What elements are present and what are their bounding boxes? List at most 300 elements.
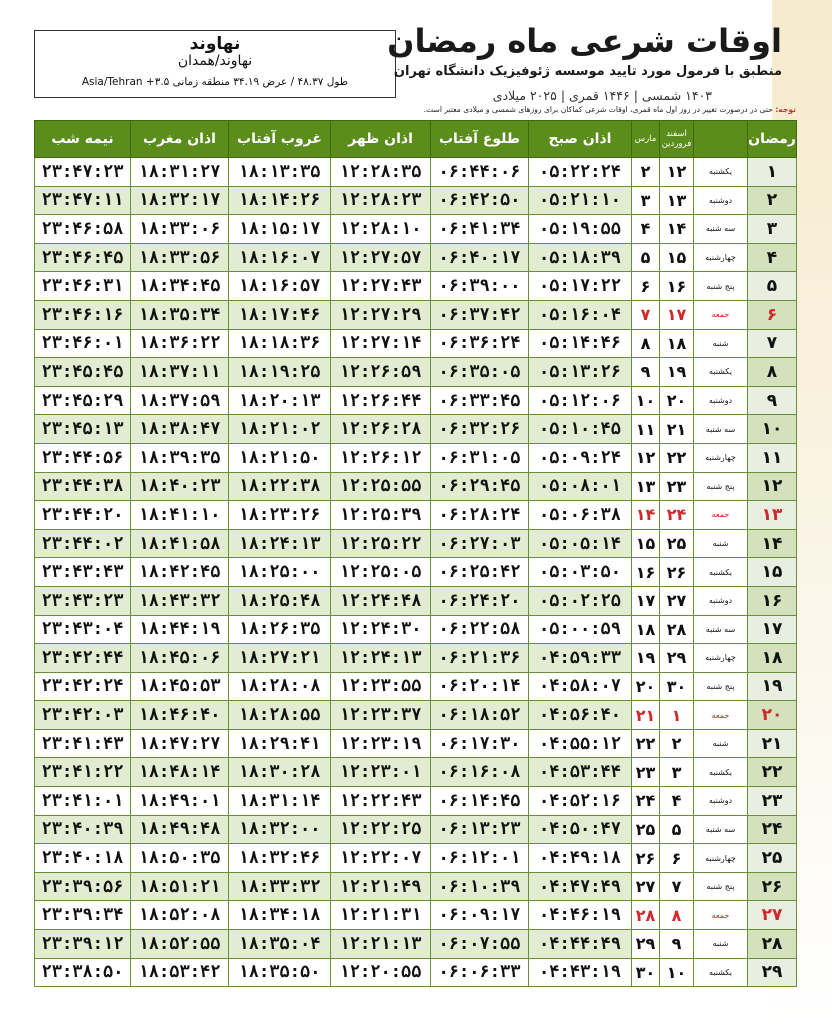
maghrib-time: ۱۸:۵۲:۰۸	[131, 901, 229, 930]
sunrise-time: ۰۶:۳۳:۴۵	[431, 386, 529, 415]
shamsi-day: ۸	[660, 901, 694, 930]
sunset-time: ۱۸:۳۵:۵۰	[229, 958, 331, 987]
ramadan-day: ۱۴	[748, 529, 797, 558]
fajr-time: ۰۵:۰۳:۵۰	[529, 558, 632, 587]
fajr-time: ۰۵:۰۹:۲۴	[529, 443, 632, 472]
sunset-time: ۱۸:۱۶:۵۷	[229, 272, 331, 301]
coordinates: طول ۴۸.۳۷ / عرض ۳۴.۱۹ منطقه زمانی Asia/Tehran +۳.۵	[81, 76, 349, 88]
table-row	[35, 615, 797, 644]
march-day: ۱۹	[632, 644, 660, 673]
sunset-time: ۱۸:۱۵:۱۷	[229, 215, 331, 244]
ramadan-day: ۹	[748, 386, 797, 415]
sunset-time: ۱۸:۳۱:۱۴	[229, 787, 331, 816]
prayer-times-table	[34, 120, 797, 987]
sunset-time: ۱۸:۲۱:۰۲	[229, 415, 331, 444]
weekday: شنبه	[694, 529, 748, 558]
maghrib-time: ۱۸:۵۲:۵۵	[131, 930, 229, 959]
march-day: ۹	[632, 358, 660, 387]
fajr-time: ۰۴:۵۹:۳۳	[529, 644, 632, 673]
sunrise-time: ۰۶:۲۵:۴۲	[431, 558, 529, 587]
table-row	[35, 586, 797, 615]
dhuhr-time: ۱۲:۲۲:۴۳	[331, 787, 431, 816]
shamsi-day: ۲۴	[660, 501, 694, 530]
dhuhr-time: ۱۲:۲۱:۳۱	[331, 901, 431, 930]
table-row	[35, 300, 797, 329]
dhuhr-time: ۱۲:۲۸:۲۳	[331, 186, 431, 215]
maghrib-time: ۱۸:۳۳:۵۶	[131, 243, 229, 272]
sunrise-time: ۰۶:۰۹:۱۷	[431, 901, 529, 930]
dhuhr-time: ۱۲:۲۷:۱۴	[331, 329, 431, 358]
dhuhr-time: ۱۲:۲۷:۵۷	[331, 243, 431, 272]
table-row	[35, 787, 797, 816]
maghrib-time: ۱۸:۴۰:۲۳	[131, 472, 229, 501]
weekday: شنبه	[694, 729, 748, 758]
ramadan-day: ۱۰	[748, 415, 797, 444]
table-row	[35, 501, 797, 530]
table-row	[35, 644, 797, 673]
shamsi-day: ۱۳	[660, 186, 694, 215]
maghrib-time: ۱۸:۴۵:۰۶	[131, 644, 229, 673]
table-row	[35, 186, 797, 215]
table-row	[35, 158, 797, 187]
maghrib-time: ۱۸:۴۴:۱۹	[131, 615, 229, 644]
fajr-time: ۰۵:۰۶:۳۸	[529, 501, 632, 530]
weekday: دوشنبه	[694, 787, 748, 816]
march-day: ۲۲	[632, 729, 660, 758]
weekday: شنبه	[694, 930, 748, 959]
col-ramadan: رمضان	[748, 121, 797, 158]
dhuhr-time: ۱۲:۲۶:۱۲	[331, 443, 431, 472]
table-row	[35, 930, 797, 959]
fajr-time: ۰۴:۵۶:۴۰	[529, 701, 632, 730]
col-fajr: اذان صبح	[529, 121, 632, 158]
sunrise-time: ۰۶:۴۴:۰۶	[431, 158, 529, 187]
midnight-time: ۲۳:۴۴:۲۰	[35, 501, 131, 530]
weekday: دوشنبه	[694, 186, 748, 215]
table-row	[35, 729, 797, 758]
header	[0, 0, 832, 118]
midnight-time: ۲۳:۴۳:۰۴	[35, 615, 131, 644]
march-day: ۲۳	[632, 758, 660, 787]
col-weekday	[694, 121, 748, 158]
maghrib-time: ۱۸:۳۵:۳۴	[131, 300, 229, 329]
midnight-time: ۲۳:۴۴:۳۸	[35, 472, 131, 501]
weekday: سه شنبه	[694, 815, 748, 844]
shamsi-day: ۱۲	[660, 158, 694, 187]
dhuhr-time: ۱۲:۲۵:۳۹	[331, 501, 431, 530]
ramadan-day: ۲۳	[748, 787, 797, 816]
ramadan-day: ۵	[748, 272, 797, 301]
midnight-time: ۲۳:۳۹:۱۲	[35, 930, 131, 959]
table-row	[35, 415, 797, 444]
sunrise-time: ۰۶:۲۱:۳۶	[431, 644, 529, 673]
col-esfand: اسفند	[666, 129, 687, 139]
shamsi-day: ۲	[660, 729, 694, 758]
shamsi-day: ۲۰	[660, 386, 694, 415]
weekday: چهارشنبه	[694, 644, 748, 673]
ramadan-day: ۲۱	[748, 729, 797, 758]
notice	[34, 105, 796, 114]
shamsi-day: ۲۵	[660, 529, 694, 558]
maghrib-time: ۱۸:۳۸:۴۷	[131, 415, 229, 444]
sunset-time: ۱۸:۱۳:۳۵	[229, 158, 331, 187]
sunrise-time: ۰۶:۳۲:۲۶	[431, 415, 529, 444]
midnight-time: ۲۳:۴۶:۱۶	[35, 300, 131, 329]
shamsi-day: ۷	[660, 872, 694, 901]
ramadan-day: ۲۹	[748, 958, 797, 987]
ramadan-day: ۲۰	[748, 701, 797, 730]
march-day: ۱۴	[632, 501, 660, 530]
table-row	[35, 243, 797, 272]
march-day: ۱۰	[632, 386, 660, 415]
dhuhr-time: ۱۲:۲۶:۲۸	[331, 415, 431, 444]
fajr-time: ۰۵:۱۸:۳۹	[529, 243, 632, 272]
midnight-time: ۲۳:۴۵:۴۵	[35, 358, 131, 387]
sunset-time: ۱۸:۲۹:۴۱	[229, 729, 331, 758]
sunset-time: ۱۸:۲۸:۰۸	[229, 672, 331, 701]
weekday: یکشنبه	[694, 158, 748, 187]
march-day: ۱۵	[632, 529, 660, 558]
ramadan-day: ۶	[748, 300, 797, 329]
weekday: جمعه	[694, 300, 748, 329]
maghrib-time: ۱۸:۳۱:۲۷	[131, 158, 229, 187]
march-day: ۲۰	[632, 672, 660, 701]
midnight-time: ۲۳:۴۱:۰۱	[35, 787, 131, 816]
sunset-time: ۱۸:۲۱:۵۰	[229, 443, 331, 472]
march-day: ۲۵	[632, 815, 660, 844]
maghrib-time: ۱۸:۴۱:۱۰	[131, 501, 229, 530]
weekday: پنج شنبه	[694, 472, 748, 501]
sunrise-time: ۰۶:۱۶:۰۸	[431, 758, 529, 787]
dhuhr-time: ۱۲:۲۸:۱۰	[331, 215, 431, 244]
march-day: ۱۳	[632, 472, 660, 501]
sunset-time: ۱۸:۳۰:۲۸	[229, 758, 331, 787]
march-day: ۱۱	[632, 415, 660, 444]
midnight-time: ۲۳:۳۸:۵۰	[35, 958, 131, 987]
table-row	[35, 215, 797, 244]
march-day: ۲۶	[632, 844, 660, 873]
col-farvardin: فروردین	[661, 139, 692, 149]
col-maghrib: اذان مغرب	[131, 121, 229, 158]
midnight-time: ۲۳:۴۷:۲۳	[35, 158, 131, 187]
sunset-time: ۱۸:۳۵:۰۴	[229, 930, 331, 959]
sunrise-time: ۰۶:۱۰:۳۹	[431, 872, 529, 901]
maghrib-time: ۱۸:۴۹:۰۱	[131, 787, 229, 816]
weekday: یکشنبه	[694, 958, 748, 987]
march-day: ۲۷	[632, 872, 660, 901]
fajr-time: ۰۵:۲۲:۲۴	[529, 158, 632, 187]
sunrise-time: ۰۶:۱۸:۵۲	[431, 701, 529, 730]
march-day: ۲	[632, 158, 660, 187]
ramadan-day: ۷	[748, 329, 797, 358]
sunset-time: ۱۸:۳۳:۳۲	[229, 872, 331, 901]
dhuhr-time: ۱۲:۲۵:۵۵	[331, 472, 431, 501]
table-row	[35, 558, 797, 587]
weekday: دوشنبه	[694, 386, 748, 415]
ramadan-day: ۲۴	[748, 815, 797, 844]
midnight-time: ۲۳:۴۶:۴۵	[35, 243, 131, 272]
dhuhr-time: ۱۲:۲۳:۰۱	[331, 758, 431, 787]
weekday: سه شنبه	[694, 615, 748, 644]
table-row	[35, 672, 797, 701]
shamsi-day: ۲۲	[660, 443, 694, 472]
shamsi-day: ۱۹	[660, 358, 694, 387]
sunset-time: ۱۸:۳۲:۰۰	[229, 815, 331, 844]
maghrib-time: ۱۸:۳۲:۱۷	[131, 186, 229, 215]
fajr-time: ۰۵:۰۰:۵۹	[529, 615, 632, 644]
col-sunrise: طلوع آفتاب	[431, 121, 529, 158]
ramadan-day: ۲۸	[748, 930, 797, 959]
fajr-time: ۰۵:۰۵:۱۴	[529, 529, 632, 558]
weekday: شنبه	[694, 329, 748, 358]
fajr-time: ۰۵:۰۸:۰۱	[529, 472, 632, 501]
table-row	[35, 472, 797, 501]
city-name: نهاوند	[189, 34, 241, 54]
dhuhr-time: ۱۲:۲۴:۳۰	[331, 615, 431, 644]
fajr-time: ۰۵:۱۴:۴۶	[529, 329, 632, 358]
midnight-time: ۲۳:۴۱:۴۳	[35, 729, 131, 758]
shamsi-day: ۴	[660, 787, 694, 816]
midnight-time: ۲۳:۴۶:۳۱	[35, 272, 131, 301]
midnight-time: ۲۳:۴۲:۰۳	[35, 701, 131, 730]
col-march: مارس	[632, 121, 660, 158]
march-day: ۳۰	[632, 958, 660, 987]
dhuhr-time: ۱۲:۲۳:۱۹	[331, 729, 431, 758]
location-box	[34, 30, 396, 98]
sunrise-time: ۰۶:۱۳:۲۳	[431, 815, 529, 844]
weekday: پنج شنبه	[694, 872, 748, 901]
maghrib-time: ۱۸:۳۷:۵۹	[131, 386, 229, 415]
sunset-time: ۱۸:۱۴:۲۶	[229, 186, 331, 215]
dhuhr-time: ۱۲:۲۴:۴۸	[331, 586, 431, 615]
maghrib-time: ۱۸:۴۵:۵۳	[131, 672, 229, 701]
dhuhr-time: ۱۲:۲۶:۴۴	[331, 386, 431, 415]
ramadan-day: ۱۸	[748, 644, 797, 673]
ramadan-day: ۱۳	[748, 501, 797, 530]
sunrise-time: ۰۶:۳۷:۴۲	[431, 300, 529, 329]
maghrib-time: ۱۸:۴۷:۲۷	[131, 729, 229, 758]
dhuhr-time: ۱۲:۲۴:۱۳	[331, 644, 431, 673]
table-row	[35, 386, 797, 415]
midnight-time: ۲۳:۴۴:۰۲	[35, 529, 131, 558]
ramadan-day: ۱۹	[748, 672, 797, 701]
fajr-time: ۰۵:۱۰:۴۵	[529, 415, 632, 444]
shamsi-day: ۱	[660, 701, 694, 730]
fajr-time: ۰۴:۵۰:۴۷	[529, 815, 632, 844]
midnight-time: ۲۳:۴۰:۳۹	[35, 815, 131, 844]
dhuhr-time: ۱۲:۲۱:۴۹	[331, 872, 431, 901]
maghrib-time: ۱۸:۴۹:۴۸	[131, 815, 229, 844]
midnight-time: ۲۳:۴۵:۲۹	[35, 386, 131, 415]
fajr-time: ۰۵:۱۹:۵۵	[529, 215, 632, 244]
weekday: جمعه	[694, 701, 748, 730]
weekday: پنج شنبه	[694, 672, 748, 701]
march-day: ۳	[632, 186, 660, 215]
sunset-time: ۱۸:۱۹:۲۵	[229, 358, 331, 387]
ramadan-day: ۱۶	[748, 586, 797, 615]
table-row	[35, 815, 797, 844]
weekday: سه شنبه	[694, 415, 748, 444]
fajr-time: ۰۵:۱۳:۲۶	[529, 358, 632, 387]
weekday: چهارشنبه	[694, 844, 748, 873]
page-subtitle: منطبق با فرمول مورد تایید موسسه ژئوفیزیک دانشگاه تهران	[393, 64, 782, 79]
shamsi-day: ۹	[660, 930, 694, 959]
sunrise-time: ۰۶:۴۲:۵۰	[431, 186, 529, 215]
sunset-time: ۱۸:۲۸:۵۵	[229, 701, 331, 730]
midnight-time: ۲۳:۴۶:۰۱	[35, 329, 131, 358]
shamsi-day: ۱۶	[660, 272, 694, 301]
march-day: ۲۸	[632, 901, 660, 930]
fajr-time: ۰۴:۵۳:۴۴	[529, 758, 632, 787]
notice-text: حتی در درصورت تغییر در روز اول ماه قمری، اوقات شرعی کماکان برای روزهای شمسی و میلادی معتبر است.	[423, 105, 773, 114]
shamsi-day: ۲۸	[660, 615, 694, 644]
dhuhr-time: ۱۲:۲۱:۱۳	[331, 930, 431, 959]
province-name: نهاوند/همدان	[177, 53, 253, 69]
sunset-time: ۱۸:۱۸:۳۶	[229, 329, 331, 358]
maghrib-time: ۱۸:۵۰:۳۵	[131, 844, 229, 873]
sunrise-time: ۰۶:۲۲:۵۸	[431, 615, 529, 644]
dhuhr-time: ۱۲:۲۰:۵۵	[331, 958, 431, 987]
march-day: ۲۹	[632, 930, 660, 959]
fajr-time: ۰۵:۱۷:۲۲	[529, 272, 632, 301]
sunset-time: ۱۸:۲۵:۴۸	[229, 586, 331, 615]
ramadan-day: ۱	[748, 158, 797, 187]
table-row	[35, 701, 797, 730]
col-sunset: غروب آفتاب	[229, 121, 331, 158]
maghrib-time: ۱۸:۴۱:۵۸	[131, 529, 229, 558]
midnight-time: ۲۳:۴۱:۲۲	[35, 758, 131, 787]
table-row	[35, 844, 797, 873]
maghrib-time: ۱۸:۴۶:۴۰	[131, 701, 229, 730]
sunrise-time: ۰۶:۲۹:۴۵	[431, 472, 529, 501]
ramadan-day: ۴	[748, 243, 797, 272]
weekday: سه شنبه	[694, 215, 748, 244]
shamsi-day: ۳	[660, 758, 694, 787]
midnight-time: ۲۳:۳۹:۵۶	[35, 872, 131, 901]
table-row	[35, 872, 797, 901]
weekday: دوشنبه	[694, 586, 748, 615]
march-day: ۱۶	[632, 558, 660, 587]
sunset-time: ۱۸:۲۵:۰۰	[229, 558, 331, 587]
ramadan-day: ۱۱	[748, 443, 797, 472]
maghrib-time: ۱۸:۵۳:۴۲	[131, 958, 229, 987]
col-dhuhr: اذان ظهر	[331, 121, 431, 158]
sunset-time: ۱۸:۱۷:۴۶	[229, 300, 331, 329]
midnight-time: ۲۳:۴۶:۵۸	[35, 215, 131, 244]
weekday: پنج شنبه	[694, 272, 748, 301]
fajr-time: ۰۴:۵۸:۰۷	[529, 672, 632, 701]
ramadan-day: ۱۲	[748, 472, 797, 501]
maghrib-time: ۱۸:۳۴:۴۵	[131, 272, 229, 301]
shamsi-day: ۱۴	[660, 215, 694, 244]
fajr-time: ۰۵:۰۲:۲۵	[529, 586, 632, 615]
shamsi-day: ۲۱	[660, 415, 694, 444]
maghrib-time: ۱۸:۴۸:۱۴	[131, 758, 229, 787]
dhuhr-time: ۱۲:۲۵:۲۲	[331, 529, 431, 558]
shamsi-day: ۲۷	[660, 586, 694, 615]
table-header	[35, 121, 797, 158]
fajr-time: ۰۴:۴۶:۱۹	[529, 901, 632, 930]
dhuhr-time: ۱۲:۲۸:۳۵	[331, 158, 431, 187]
ramadan-day: ۲	[748, 186, 797, 215]
maghrib-time: ۱۸:۳۳:۰۶	[131, 215, 229, 244]
midnight-time: ۲۳:۴۳:۴۳	[35, 558, 131, 587]
fajr-time: ۰۴:۵۵:۱۲	[529, 729, 632, 758]
sunrise-time: ۰۶:۱۷:۳۰	[431, 729, 529, 758]
table-row	[35, 958, 797, 987]
march-day: ۷	[632, 300, 660, 329]
col-midnight: نیمه شب	[35, 121, 131, 158]
march-day: ۵	[632, 243, 660, 272]
sunrise-time: ۰۶:۴۰:۱۷	[431, 243, 529, 272]
notice-label: توجه:	[775, 105, 796, 114]
maghrib-time: ۱۸:۴۲:۴۵	[131, 558, 229, 587]
sunrise-time: ۰۶:۳۵:۰۵	[431, 358, 529, 387]
maghrib-time: ۱۸:۳۷:۱۱	[131, 358, 229, 387]
shamsi-day: ۶	[660, 844, 694, 873]
fajr-time: ۰۵:۱۲:۰۶	[529, 386, 632, 415]
dhuhr-time: ۱۲:۲۶:۵۹	[331, 358, 431, 387]
dhuhr-time: ۱۲:۲۳:۳۷	[331, 701, 431, 730]
ramadan-day: ۱۵	[748, 558, 797, 587]
ramadan-day: ۱۷	[748, 615, 797, 644]
sunrise-time: ۰۶:۱۲:۰۱	[431, 844, 529, 873]
march-day: ۱۸	[632, 615, 660, 644]
march-day: ۸	[632, 329, 660, 358]
maghrib-time: ۱۸:۵۱:۲۱	[131, 872, 229, 901]
sunset-time: ۱۸:۲۲:۳۸	[229, 472, 331, 501]
table-row	[35, 358, 797, 387]
fajr-time: ۰۴:۵۲:۱۶	[529, 787, 632, 816]
table-row	[35, 329, 797, 358]
sunrise-time: ۰۶:۳۶:۲۴	[431, 329, 529, 358]
table-row	[35, 443, 797, 472]
midnight-time: ۲۳:۴۴:۵۶	[35, 443, 131, 472]
midnight-time: ۲۳:۴۰:۱۸	[35, 844, 131, 873]
midnight-time: ۲۳:۴۷:۱۱	[35, 186, 131, 215]
weekday: یکشنبه	[694, 358, 748, 387]
shamsi-day: ۱۰	[660, 958, 694, 987]
weekday: جمعه	[694, 901, 748, 930]
fajr-time: ۰۴:۴۹:۱۸	[529, 844, 632, 873]
sunrise-time: ۰۶:۳۹:۰۰	[431, 272, 529, 301]
table-row	[35, 901, 797, 930]
sunset-time: ۱۸:۲۰:۱۳	[229, 386, 331, 415]
table-row	[35, 758, 797, 787]
page-title: اوقات شرعی ماه رمضان	[387, 22, 782, 60]
fajr-time: ۰۴:۴۷:۴۹	[529, 872, 632, 901]
col-shamsi	[660, 121, 694, 158]
dhuhr-time: ۱۲:۲۲:۰۷	[331, 844, 431, 873]
shamsi-day: ۲۶	[660, 558, 694, 587]
march-day: ۲۴	[632, 787, 660, 816]
sunrise-time: ۰۶:۰۷:۵۵	[431, 930, 529, 959]
fajr-time: ۰۵:۲۱:۱۰	[529, 186, 632, 215]
maghrib-time: ۱۸:۳۹:۳۵	[131, 443, 229, 472]
sunset-time: ۱۸:۳۲:۴۶	[229, 844, 331, 873]
midnight-time: ۲۳:۴۵:۱۳	[35, 415, 131, 444]
fajr-time: ۰۵:۱۶:۰۴	[529, 300, 632, 329]
sunset-time: ۱۸:۱۶:۰۷	[229, 243, 331, 272]
dhuhr-time: ۱۲:۲۲:۲۵	[331, 815, 431, 844]
sunrise-time: ۰۶:۱۴:۴۵	[431, 787, 529, 816]
march-day: ۴	[632, 215, 660, 244]
table-row	[35, 272, 797, 301]
sunrise-time: ۰۶:۲۴:۲۰	[431, 586, 529, 615]
march-day: ۲۱	[632, 701, 660, 730]
maghrib-time: ۱۸:۳۶:۲۲	[131, 329, 229, 358]
shamsi-day: ۱۵	[660, 243, 694, 272]
